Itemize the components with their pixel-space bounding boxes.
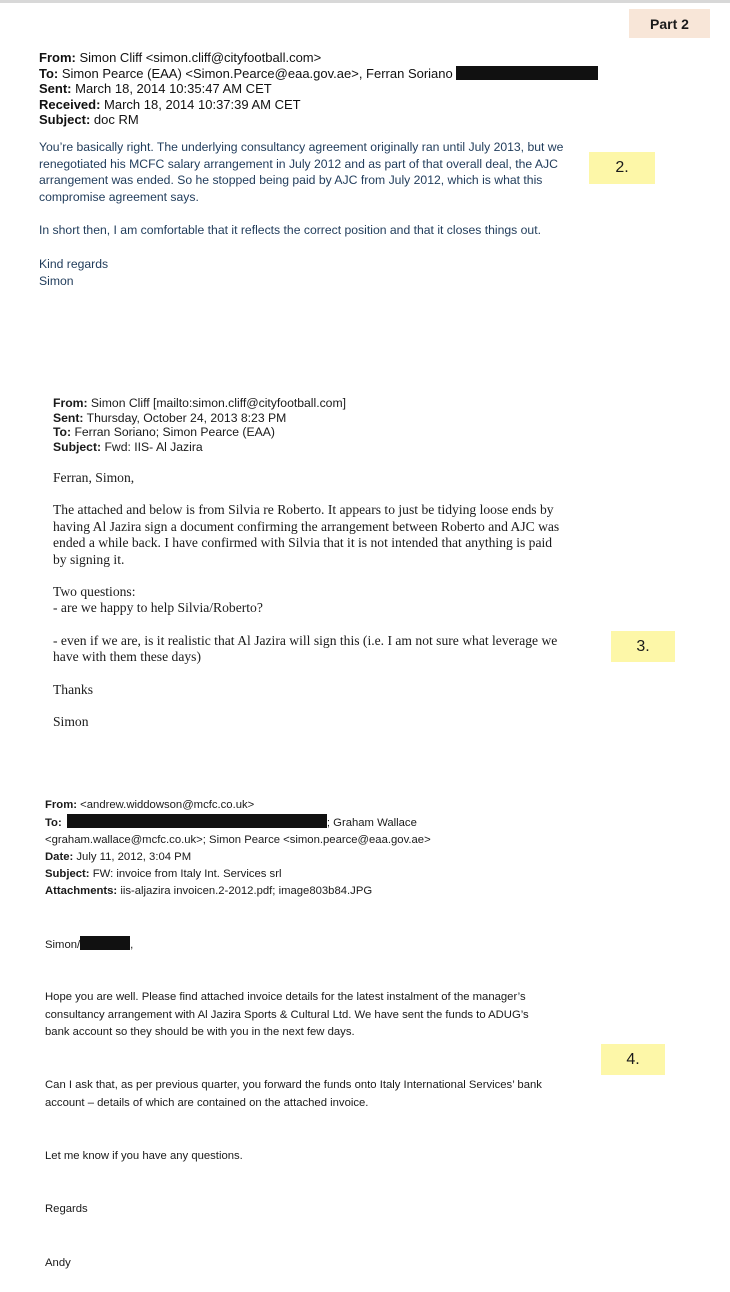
from-label: From: xyxy=(45,799,78,811)
email2-subject: Fwd: IIS- Al Jazira xyxy=(104,439,203,454)
subject-label: Subject: xyxy=(45,868,90,880)
redaction-bar xyxy=(456,66,598,80)
email1-received: March 18, 2014 10:37:39 AM CET xyxy=(104,96,301,112)
from-label: From: xyxy=(53,396,88,410)
greeting-text: Simon/ xyxy=(45,939,81,951)
date-label: Date: xyxy=(45,851,74,863)
email2-signature: Simon xyxy=(53,714,89,730)
email3-to-line2: <graham.wallace@mcfc.co.uk>; Simon Pearce <simon.pearce@eaa.gov.ae> xyxy=(45,834,431,846)
body-line: Can I ask that, as per previous quarter, you forward the funds onto Italy International Services’ bank xyxy=(45,1079,542,1091)
email3-paragraph-3: Let me know if you have any questions. xyxy=(45,1150,243,1162)
received-label: Received: xyxy=(39,96,101,112)
email1-sent: March 18, 2014 10:35:47 AM CET xyxy=(75,81,272,96)
question-1: - are we happy to help Silvia/Roberto? xyxy=(53,600,263,616)
to-label: To: xyxy=(39,65,59,81)
email1-header xyxy=(39,50,598,128)
body-line: account – details of which are contained on the attached invoice. xyxy=(45,1096,369,1109)
email3-regards: Regards xyxy=(45,1203,88,1215)
email2-to: Ferran Soriano; Simon Pearce (EAA) xyxy=(74,425,275,439)
signature: Simon xyxy=(39,273,74,288)
email1-subject: doc RM xyxy=(93,112,139,127)
email3-date: July 11, 2012, 3:04 PM xyxy=(76,851,192,863)
email2-questions xyxy=(53,584,593,617)
body-line: arrangement was ended. So he stopped being paid by AJC from July 2012, which is what this xyxy=(39,173,543,188)
greeting-comma: , xyxy=(130,939,134,951)
body-line: renegotiated his MCFC salary arrangement in July 2012 and as part of that overall deal, the AJC xyxy=(39,156,558,171)
sent-label: Sent: xyxy=(39,81,72,96)
email2-question-2 xyxy=(53,633,593,666)
body-line: by signing it. xyxy=(53,551,125,567)
email2-header xyxy=(53,396,593,454)
email1-body xyxy=(39,139,584,306)
email3-to: ; Graham Wallace xyxy=(326,817,417,829)
email3-subject: FW: invoice from Italy Int. Services srl xyxy=(92,868,282,880)
annotation-4: 4. xyxy=(601,1044,665,1075)
email3-header xyxy=(45,797,605,900)
email3-paragraph-1 xyxy=(45,989,605,1042)
body-line: have with them these days) xyxy=(53,649,201,665)
to-label: To: xyxy=(45,817,62,829)
email2-thanks: Thanks xyxy=(53,681,94,697)
annotation-2: 2. xyxy=(589,152,655,184)
subject-label: Subject: xyxy=(53,439,102,454)
top-border xyxy=(0,0,730,3)
body-line: bank account so they should be with you in the next few days. xyxy=(45,1026,355,1038)
questions-title: Two questions: xyxy=(53,584,136,600)
from-label: From: xyxy=(39,50,76,65)
email3-paragraph-2 xyxy=(45,1077,605,1112)
body-line: compromise agreement says. xyxy=(39,189,199,204)
body-line: The attached and below is from Silvia re Roberto. It appears to just be tidying loose ends by xyxy=(53,502,554,518)
email2 xyxy=(53,396,593,746)
to-label: To: xyxy=(53,425,72,439)
email2-paragraph-1 xyxy=(53,502,593,568)
email3-from: <andrew.widdowson@mcfc.co.uk> xyxy=(80,799,255,811)
signoff-line: Kind regards xyxy=(39,256,109,271)
email3-signature: Andy xyxy=(45,1257,71,1269)
email3-attachments: iis-aljazira invoicen.2-2012.pdf; image803b84.JPG xyxy=(120,885,373,897)
body-line: consultancy arrangement with Al Jazira Sports & Cultural Ltd. We have sent the funds to ADUG’s xyxy=(45,1008,529,1021)
body-line: You’re basically right. The underlying consultancy agreement originally ran until July 2013, but we xyxy=(39,140,564,154)
body-line: having Al Jazira sign a document confirming the arrangement between Roberto and AJC was xyxy=(53,518,560,534)
body-line: ended a while back. I have confirmed with Silvia that it is not intended that anything is paid xyxy=(53,535,553,551)
sent-label: Sent: xyxy=(53,410,84,425)
body-line: - even if we are, is it realistic that Al Jazira will sign this (i.e. I am not sure what leverage we xyxy=(53,632,558,648)
annotation-3: 3. xyxy=(611,631,675,662)
email2-greeting: Ferran, Simon, xyxy=(53,470,135,485)
email1-to: Simon Pearce (EAA) <Simon.Pearce@eaa.gov.ae>, Ferran Soriano xyxy=(61,65,453,81)
email1-paragraph-1 xyxy=(39,139,584,205)
email3-greeting xyxy=(45,936,133,955)
body-line: Hope you are well. Please find attached invoice details for the latest instalment of the manager’s xyxy=(45,991,526,1003)
email2-sent: Thursday, October 24, 2013 8:23 PM xyxy=(86,410,287,425)
attachments-label: Attachments: xyxy=(45,885,118,897)
email2-from: Simon Cliff [mailto:simon.cliff@cityfootball.com] xyxy=(90,396,346,410)
redaction-bar xyxy=(67,814,327,828)
email1-signoff xyxy=(39,256,584,289)
subject-label: Subject: xyxy=(39,112,91,127)
email1-paragraph-2: In short then, I am comfortable that it reflects the correct position and that it closes things out. xyxy=(39,223,541,238)
email1-from: Simon Cliff <simon.cliff@cityfootball.com> xyxy=(79,50,322,65)
part-label: Part 2 xyxy=(629,9,710,38)
redaction-bar xyxy=(80,936,130,950)
